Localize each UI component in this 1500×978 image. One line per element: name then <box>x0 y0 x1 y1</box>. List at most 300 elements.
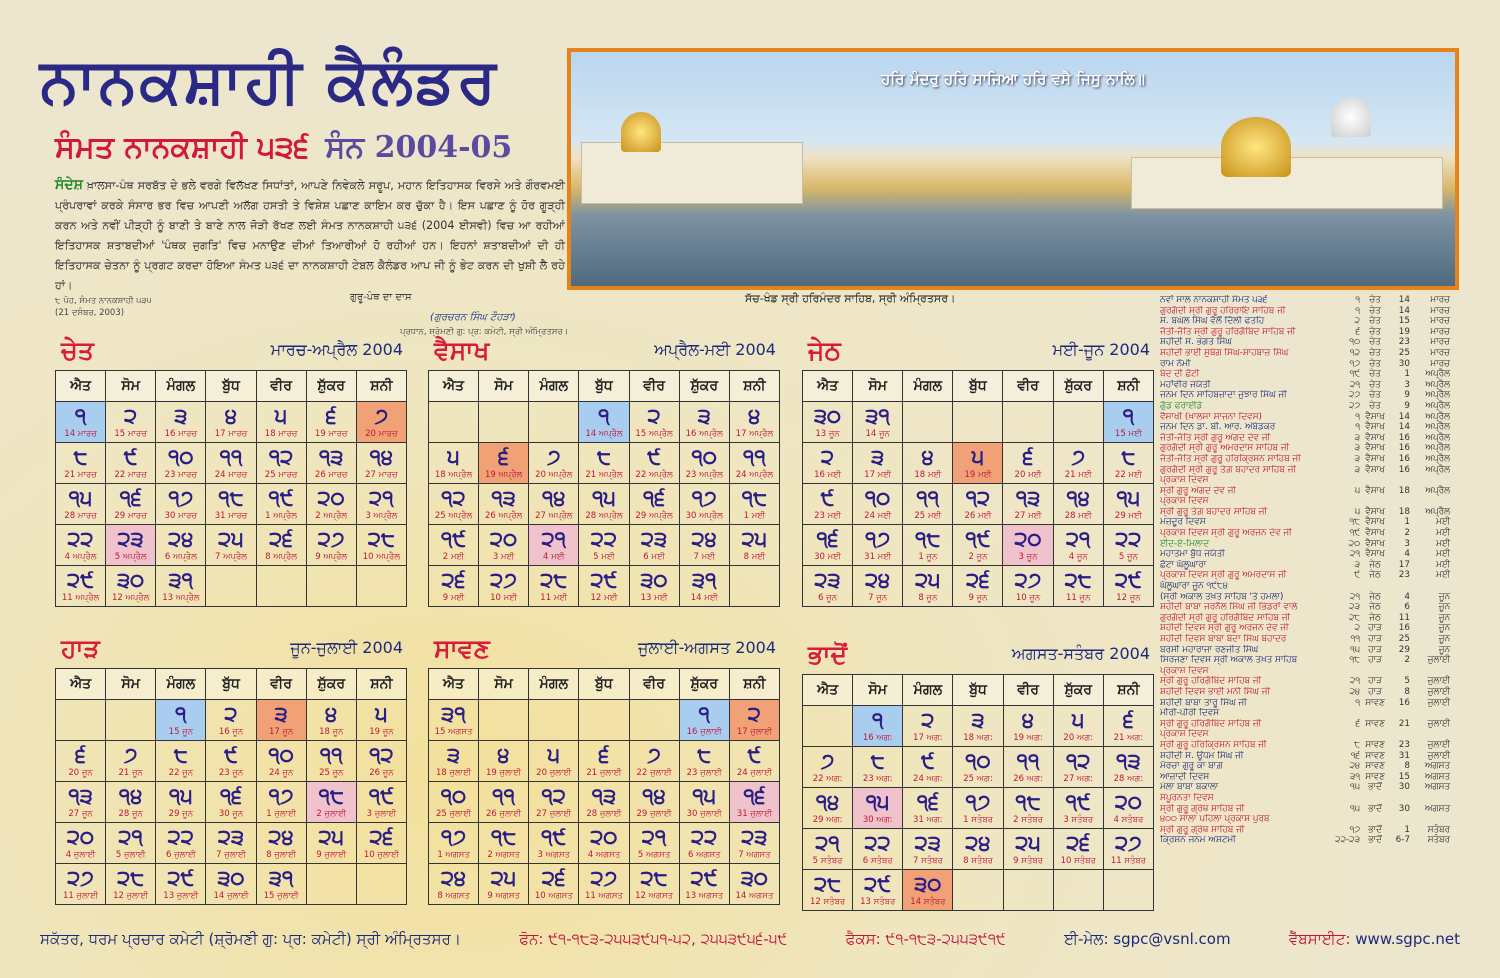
nanakshahi-date: ੨੩ <box>641 527 668 551</box>
festival-greg-month <box>1410 666 1450 677</box>
festival-nk-day: ੧੦ <box>1349 337 1360 348</box>
nanakshahi-date: ੪ <box>748 404 761 428</box>
nanakshahi-date: ੨੫ <box>915 568 941 592</box>
weekday-header: ਸ਼ਨੀ <box>356 371 406 402</box>
day-cell <box>256 484 306 525</box>
day-cell <box>56 484 106 525</box>
day-cell <box>1103 870 1153 911</box>
nanakshahi-date: ੫ <box>375 702 388 726</box>
gregorian-date: 31 ਮਈ <box>864 552 892 562</box>
gregorian-date: 1 ਮਈ <box>743 511 766 521</box>
festival-greg-month: ਮਾਰਚ <box>1430 295 1450 305</box>
day-cell <box>479 782 529 823</box>
nanakshahi-date: ੨੬ <box>541 866 566 890</box>
gregorian-date: 21 ਮਈ <box>1064 470 1092 480</box>
day-cell <box>679 484 729 525</box>
gregorian-date: 18 ਮਈ <box>914 470 942 480</box>
day-cell <box>56 402 106 443</box>
nanakshahi-date: ੪ <box>921 445 934 469</box>
weekday-header: ਮੰਗਲ <box>903 675 953 706</box>
day-cell <box>1003 443 1053 484</box>
festival-nk-month: ਸਾਵਣ <box>1365 739 1385 750</box>
festival-nk-day <box>1318 475 1360 486</box>
nanakshahi-date: ੧੬ <box>643 486 666 510</box>
nanakshahi-date: ੨ <box>124 404 138 428</box>
day-cell <box>356 402 406 443</box>
day-cell <box>579 484 629 525</box>
gregorian-date: 20 ਅਪ੍ਰੈਲ <box>535 470 573 480</box>
festival-name: ੪੦੦ ਸਾਲਾ ਪਹਿਲਾ ਪ੍ਰਕਾਸ਼ ਪੁਰਬ <box>1160 814 1270 825</box>
samvat-label: ਸੰਮਤ ਨਾਨਕਸ਼ਾਹੀ ੫੩੬ <box>55 130 309 165</box>
weekday-header: ਬੁੱਧ <box>206 669 256 700</box>
gregorian-date: 3 ਅਪ੍ਰੈਲ <box>365 511 398 521</box>
nanakshahi-date: ੯ <box>123 445 138 469</box>
gregorian-date: 10 ਅਗਸਤ <box>534 891 573 901</box>
day-cell <box>206 864 256 905</box>
nanakshahi-date: ੯ <box>820 486 835 510</box>
nanakshahi-date: ੩ <box>871 445 885 469</box>
day-cell <box>729 402 779 443</box>
nanakshahi-date: ੨੩ <box>814 568 841 592</box>
weekday-header: ਮੰਗਲ <box>156 669 206 700</box>
nanakshahi-date: ੧੧ <box>1016 749 1040 773</box>
month-name: ਚੇਤ <box>61 336 94 365</box>
day-cell <box>306 823 356 864</box>
gregorian-date: 5 ਜੁਲਾਈ <box>115 850 146 860</box>
nanakshahi-date: ੭ <box>1071 445 1085 469</box>
festival-name: ਨਵਾਂ ਸਾਲ ਨਾਨਕਸ਼ਾਹੀ ਸੰਮਤ ੫੩੬ <box>1160 295 1268 305</box>
day-cell <box>106 402 156 443</box>
nanakshahi-date: ੧੦ <box>440 784 467 808</box>
nanakshahi-date: ੧੫ <box>592 486 616 510</box>
festival-nk-month: ਭਾਦੋਂ <box>1368 835 1382 846</box>
gregorian-date: 20 ਮਾਰਚ <box>365 429 398 439</box>
festival-name: ਜੋਤੀ-ਜੋਤਿ ਸ੍ਰੀ ਗੁਰੂ ਹਰਿਕ੍ਰਿਸ਼ਨ ਸਾਹਿਬ ਜੀ <box>1160 453 1301 464</box>
gregorian-date: 1 ਅਗਸਤ <box>437 850 470 860</box>
festival-nk-day: ੧੫ <box>1350 803 1360 814</box>
festival-nk-month: ਜੇਠ <box>1369 612 1381 623</box>
festival-nk-day: ੨੧ <box>1349 549 1360 560</box>
festival-greg-month: ਅਪ੍ਰੈਲ <box>1425 422 1450 433</box>
nanakshahi-date: ੨੯ <box>690 866 718 890</box>
gregorian-date: 23 ਜੂਨ <box>218 768 244 778</box>
gregorian-date: 13 ਮਈ <box>640 593 668 603</box>
gregorian-date: 4 ਅਪ੍ਰੈਲ <box>64 552 97 562</box>
festival-greg-month: ਸਤੰਬਰ <box>1427 835 1450 846</box>
festival-nk-day: ੫ <box>1354 506 1360 517</box>
gregorian-date: 1 ਸਤੰਬਰ <box>963 815 993 825</box>
day-cell <box>256 443 306 484</box>
gregorian-date: 26 ਮਾਰਚ <box>314 470 348 480</box>
nanakshahi-date: ੧੮ <box>741 486 768 510</box>
festival-row <box>1160 729 1450 740</box>
nanakshahi-date: ੯ <box>224 743 238 767</box>
gregorian-date: 16 ਮਈ <box>814 470 842 480</box>
festival-nk-month: ਸਾਵਣ <box>1365 761 1385 772</box>
gregorian-date: 29 ਅਪ੍ਰੈਲ <box>635 511 673 521</box>
festival-nk-day: ੧ <box>1355 422 1360 433</box>
festival-row <box>1160 623 1450 634</box>
day-cell <box>429 443 479 484</box>
gregorian-date: 5 ਅਗਸਤ <box>637 850 671 860</box>
festival-greg-month: ਜੁਲਾਈ <box>1427 655 1450 666</box>
weekday-header: ਐਤ <box>803 371 853 402</box>
nanakshahi-date: ੨੬ <box>966 568 990 592</box>
gregorian-date: 24 ਅਗ: <box>913 774 943 784</box>
gregorian-date: 29 ਅਗ: <box>812 815 843 825</box>
festival-nk-day: ੧੮ <box>1349 517 1360 528</box>
gregorian-date: 5 ਜੂਨ <box>1118 552 1138 562</box>
festival-nk-month: ਹਾੜ <box>1368 634 1382 644</box>
nanakshahi-date: ੮ <box>173 743 188 767</box>
day-cell <box>256 782 306 823</box>
day-cell <box>579 741 629 782</box>
festival-name: ਮੇਲਾ ਬਾਬਾ ਬਕਾਲਾ <box>1160 782 1219 793</box>
weekday-header: ਸੋਮ <box>106 371 156 402</box>
footer-fax: ਫੈਕਸ: ੯੧-੧੮੩-੨੫੫੩੯੧੯ <box>845 930 1006 948</box>
nanakshahi-date: ੨੪ <box>865 568 891 592</box>
festival-greg-month: ਅਪ੍ਰੈਲ <box>1425 432 1450 443</box>
day-cell <box>429 402 479 443</box>
gregorian-date: 17 ਅਗ: <box>913 733 943 743</box>
day-cell <box>206 525 256 566</box>
festival-nk-day: ੯ <box>1354 570 1360 581</box>
festival-nk-month <box>1360 814 1390 825</box>
festival-greg-day: 6 <box>1404 602 1410 613</box>
festival-row <box>1160 613 1450 624</box>
month-name: ਜੇਠ <box>808 336 841 365</box>
festival-greg-day: 14 <box>1398 422 1410 433</box>
nanakshahi-date: ੨੪ <box>691 527 717 551</box>
festival-name: ਸ੍ਰੀ ਗੁਰੂ ਤੇਗ਼ ਬਹਾਦਰ ਸਾਹਿਬ ਜੀ <box>1160 506 1268 517</box>
nanakshahi-date: ੩੧ <box>865 404 890 428</box>
nanakshahi-date: ੨੪ <box>168 527 194 551</box>
festival-row <box>1160 454 1450 465</box>
gregorian-date: 19 ਜੂਨ <box>369 727 394 737</box>
weekday-header: ਸ਼ੁੱਕਰ <box>679 669 729 700</box>
nanakshahi-date: ੩ <box>971 708 985 732</box>
festival-nk-month: ਜੇਠ <box>1369 559 1381 570</box>
nanakshahi-date: ੨੨ <box>590 527 618 551</box>
gregorian-date: 23 ਮਈ <box>814 511 842 521</box>
festival-greg-day: 31 <box>1398 750 1410 761</box>
festival-greg-month: ਮਾਰਚ <box>1430 305 1450 316</box>
nanakshahi-date: ੧੨ <box>1065 749 1091 773</box>
day-cell <box>679 700 729 741</box>
month-range: ਜੂਨ-ਜੁਲਾਈ 2004 <box>290 638 403 657</box>
gregorian-date: 6 ਮਈ <box>643 552 665 562</box>
nanakshahi-date: ੨ <box>647 404 661 428</box>
nanakshahi-date: ੧੯ <box>268 486 294 510</box>
message-heading: ਸੰਦੇਸ਼ <box>55 177 83 193</box>
nanakshahi-date: ੧੨ <box>268 445 294 469</box>
footer-web[interactable]: www.sgpc.net <box>1355 930 1460 948</box>
nanakshahi-date: ੧੫ <box>168 784 193 808</box>
nanakshahi-date: ੩੧ <box>692 568 717 592</box>
nanakshahi-date: ੩ <box>174 404 188 428</box>
festival-name: ਜੋਤੀ-ਜੋਤਿ ਸ੍ਰੀ ਗੁਰੂ ਹਰਿਗੋਬਿੰਦ ਸਾਹਿਬ ਜੀ <box>1160 326 1296 337</box>
weekday-header: ਸੋਮ <box>479 371 529 402</box>
gregorian-date: 10 ਮਈ <box>490 593 518 603</box>
day-cell <box>306 525 356 566</box>
day-cell <box>629 700 679 741</box>
day-cell <box>903 484 953 525</box>
nanakshahi-date: ੧੩ <box>318 445 344 469</box>
gregorian-date: 11 ਅਗਸਤ <box>585 891 623 901</box>
day-cell <box>106 443 156 484</box>
nanakshahi-date: ੧ <box>74 404 87 428</box>
festival-greg-day: 30 <box>1398 782 1410 793</box>
day-cell <box>853 402 903 443</box>
nanakshahi-date: ੨੨ <box>864 831 891 855</box>
festival-nk-month: ਹਾੜ <box>1368 623 1382 634</box>
festival-row <box>1160 412 1450 423</box>
gregorian-date: 17 ਅਪ੍ਰੈਲ <box>735 429 774 439</box>
day-cell <box>579 700 629 741</box>
festival-row <box>1160 560 1450 571</box>
festival-greg-day: 14 <box>1398 305 1410 316</box>
gregorian-date: 22 ਮਾਰਚ <box>114 470 147 480</box>
gregorian-date: 10 ਜੁਲਾਈ <box>363 850 400 860</box>
nanakshahi-date: ੧੯ <box>440 527 467 551</box>
gregorian-date: 25 ਮਈ <box>914 511 942 521</box>
gregorian-date: 26 ਜੁਲਾਈ <box>486 809 522 819</box>
gregorian-date: 10 ਅਪ੍ਰੈਲ <box>362 552 401 562</box>
day-cell <box>306 864 356 905</box>
festival-row <box>1160 592 1450 603</box>
festival-greg-month: ਸਤੰਬਰ <box>1427 824 1450 835</box>
weekday-header: ਐਤ <box>56 669 106 700</box>
nanakshahi-date: ੨੮ <box>1064 568 1092 592</box>
festival-greg-month: ਮਈ <box>1436 538 1450 549</box>
day-cell <box>729 443 779 484</box>
nanakshahi-date: ੧ <box>698 702 710 726</box>
nanakshahi-date: ੪ <box>224 404 238 428</box>
nanakshahi-date: ੨੨ <box>167 825 194 849</box>
day-cell <box>529 443 579 484</box>
footer-email-group <box>1064 930 1230 948</box>
nanakshahi-date: ੧੪ <box>1066 486 1090 510</box>
day-cell <box>356 484 406 525</box>
festival-greg-day: 25 <box>1398 347 1410 358</box>
festival-name: ਸ੍ਰੀ ਗੁਰੂ ਗ੍ਰੰਥ ਸਾਹਿਬ ਜੀ <box>1160 803 1245 814</box>
festival-nk-day: ੩ <box>1354 432 1360 443</box>
gregorian-date: 30 ਜੁਲਾਈ <box>686 809 722 819</box>
day-cell <box>953 747 1003 788</box>
festival-nk-day: ੨੧ <box>1349 379 1360 390</box>
nanakshahi-date: ੧੩ <box>68 784 93 808</box>
festival-greg-day: 5 <box>1404 676 1410 687</box>
nanakshahi-date: ੨੮ <box>640 866 668 890</box>
gregorian-date: 19 ਅਪ੍ਰੈਲ <box>484 470 523 480</box>
nanakshahi-date: ੨ <box>821 445 835 469</box>
gregorian-date: 26 ਜੂਨ <box>369 768 394 778</box>
day-cell <box>529 823 579 864</box>
nanakshahi-date: ੨੧ <box>815 831 840 855</box>
day-cell <box>953 566 1003 607</box>
gregorian-date: 8 ਜੁਲਾਈ <box>266 850 296 860</box>
festival-nk-month: ਭਾਦੋਂ <box>1368 782 1382 793</box>
festival-greg-month: ਅਪ੍ਰੈਲ <box>1425 411 1450 422</box>
nanakshahi-date: ੨੧ <box>118 825 143 849</box>
gregorian-date: 15 ਅਪ੍ਰੈਲ <box>635 429 673 439</box>
festival-greg-day: 30 <box>1398 358 1410 369</box>
weekday-header: ਸੋਮ <box>853 371 903 402</box>
gregorian-date: 14 ਜੁਲਾਈ <box>213 891 249 901</box>
festival-row <box>1160 528 1450 539</box>
gregorian-date: 30 ਅਪ੍ਰੈਲ <box>685 511 723 521</box>
gregorian-date: 3 ਅਗਸਤ <box>537 850 570 860</box>
festival-name: ਸ਼ਹੀਦੀ ਸ. ਊਧਮ ਸਿੰਘ ਜੀ <box>1160 750 1244 761</box>
festival-greg-month: ਜੁਲਾਈ <box>1427 750 1450 761</box>
festival-greg-day: 9 <box>1404 390 1410 401</box>
month-grid <box>428 370 780 607</box>
day-cell <box>629 443 679 484</box>
gregorian-date: 5 ਸਤੰਬਰ <box>812 856 843 866</box>
festival-nk-month: ਚੇਤ <box>1369 337 1381 348</box>
nanakshahi-date: ੩੦ <box>914 872 942 896</box>
day-cell <box>306 700 356 741</box>
nanakshahi-date: ੨੭ <box>590 866 618 890</box>
festival-name: ਪ੍ਰਕਾਸ਼ ਦਿਵਸ <box>1160 475 1209 486</box>
festival-greg-day: 16 <box>1398 464 1410 475</box>
gregorian-date: 12 ਅਪ੍ਰੈਲ <box>112 593 150 603</box>
nanakshahi-date: ੧੮ <box>218 486 244 510</box>
nanakshahi-date: ੧ <box>175 702 187 726</box>
day-cell <box>529 402 579 443</box>
festival-name: ਸ਼ਹੀਦੀ ਬਾਬਾ ਜਰਨੈਲ ਸਿੰਘ ਜੀ ਭਿੰਡਰਾਂ ਵਾਲੇ <box>1160 602 1298 613</box>
day-cell <box>1003 484 1053 525</box>
festival-nk-month: ਹਾੜ <box>1368 655 1382 666</box>
gregorian-date: 28 ਮਾਰਚ <box>64 511 97 521</box>
festival-row <box>1160 507 1450 518</box>
nanakshahi-date: ੩੦ <box>740 866 768 890</box>
nanakshahi-date: ੧੨ <box>369 743 394 767</box>
festival-row <box>1160 835 1450 846</box>
month-grid <box>802 674 1154 911</box>
festival-row <box>1160 295 1450 306</box>
day-cell <box>479 402 529 443</box>
festival-greg-day <box>1390 581 1410 592</box>
festival-greg-day <box>1390 708 1410 719</box>
day-cell <box>803 870 853 911</box>
nanakshahi-date: ੨੫ <box>1015 831 1041 855</box>
day-cell <box>953 829 1003 870</box>
nanakshahi-date: ੨੯ <box>1115 568 1142 592</box>
festival-name: ਸ੍ਰੀ ਗੁਰੂ ਗ੍ਰੰਥ ਸਾਹਿਬ ਜੀ <box>1160 824 1245 835</box>
nanakshahi-date: ੧੧ <box>319 743 343 767</box>
gregorian-date: 15 ਜੁਲਾਈ <box>263 891 299 901</box>
nanakshahi-date: ੯ <box>647 445 661 469</box>
nanakshahi-date: ੨੭ <box>1014 568 1042 592</box>
message-date <box>55 295 152 319</box>
gregorian-date: 8 ਮਈ <box>743 552 766 562</box>
month-grid <box>55 668 407 905</box>
nanakshahi-date: ੧੧ <box>916 486 940 510</box>
nanakshahi-date: ੨੯ <box>67 568 94 592</box>
day-cell <box>803 402 853 443</box>
day-cell <box>529 566 579 607</box>
month-name: ਸਾਵਣ <box>434 634 490 663</box>
gregorian-date: 2 ਮਈ <box>442 552 465 562</box>
month-name: ਹਾੜ <box>61 634 100 663</box>
festival-name: ਪ੍ਰਕਾਸ਼ ਦਿਵਸ <box>1160 729 1209 740</box>
day-cell <box>579 864 629 905</box>
festival-greg-month: ਜੂਨ <box>1438 612 1450 623</box>
nanakshahi-date: ੧੯ <box>368 784 395 808</box>
festival-nk-day: ੩੧ <box>1349 771 1360 782</box>
gregorian-date: 18 ਜੁਲਾਈ <box>435 768 472 778</box>
weekday-header: ਮੰਗਲ <box>903 371 953 402</box>
gregorian-date: 28 ਅਪ੍ਰੈਲ <box>585 511 623 521</box>
day-cell <box>429 782 479 823</box>
gregorian-date: 13 ਜੁਲਾਈ <box>163 891 199 901</box>
nanakshahi-date: ੬ <box>498 445 509 469</box>
footer-email[interactable]: sgpc@vsnl.com <box>1113 930 1231 948</box>
nanakshahi-date: ੩ <box>274 702 288 726</box>
festival-nk-month: ਵੈਸਾਖ <box>1365 549 1385 560</box>
month-name: ਵੈਸਾਖ <box>434 336 490 365</box>
festival-name: ਸ. ਬਘੇਲ ਸਿੰਘ ਵੱਲੋਂ ਦਿੱਲੀ ਫਤਹਿ <box>1160 316 1265 327</box>
gregorian-date: 1 ਜੂਨ <box>918 552 938 562</box>
day-cell <box>903 443 953 484</box>
footer-web-group <box>1289 930 1460 948</box>
nanakshahi-date: ੧੮ <box>915 527 941 551</box>
festival-nk-month: ਜੇਠ <box>1369 602 1381 613</box>
nanakshahi-date: ੫ <box>547 743 560 767</box>
festival-greg-month: ਅਪ੍ਰੈਲ <box>1425 443 1450 454</box>
gregorian-date: 20 ਜੂਨ <box>68 768 93 778</box>
festival-greg-day: 25 <box>1398 634 1410 644</box>
month-range: ਅਗਸਤ-ਸਤੰਬਰ 2004 <box>1011 644 1150 663</box>
day-cell <box>853 829 903 870</box>
festival-greg-day: 16 <box>1398 623 1410 634</box>
festival-greg-month: ਅਗਸਤ <box>1424 771 1450 782</box>
day-cell <box>256 402 306 443</box>
gregorian-date: 16 ਮਾਰਚ <box>164 429 198 439</box>
festival-greg-day: 23 <box>1398 570 1410 581</box>
day-cell <box>206 443 256 484</box>
day-cell <box>853 870 903 911</box>
festival-nk-month: ਵੈਸਾਖ <box>1365 411 1385 422</box>
gregorian-date: 19 ਅਗ: <box>1013 733 1043 743</box>
day-cell <box>106 484 156 525</box>
festival-name: ਗੁਰਗੱਦੀ ਸ੍ਰੀ ਗੁਰੂ ਹਰਿਰਾਇ ਸਾਹਿਬ ਜੀ <box>1160 305 1286 316</box>
festival-greg-day <box>1390 729 1410 740</box>
festival-greg-month: ਅਪ੍ਰੈਲ <box>1425 379 1450 390</box>
festival-nk-day <box>1318 793 1360 804</box>
gregorian-date: 25 ਅਪ੍ਰੈਲ <box>434 511 473 521</box>
nanakshahi-date: ੨ <box>921 708 935 732</box>
nanakshahi-date: ੩ <box>447 743 461 767</box>
gregorian-date: 3 ਜੂਨ <box>1018 552 1038 562</box>
day-cell <box>356 700 406 741</box>
day-cell <box>953 706 1003 747</box>
nanakshahi-date: ੪ <box>497 743 510 767</box>
weekday-header: ਵੀਰ <box>629 371 679 402</box>
nanakshahi-date: ੩੦ <box>640 568 668 592</box>
day-cell <box>206 741 256 782</box>
day-cell <box>903 706 953 747</box>
festival-row <box>1160 401 1450 412</box>
festival-row <box>1160 740 1450 751</box>
nanakshahi-date: ੨੯ <box>864 872 892 896</box>
gregorian-date: 15 ਜੂਨ <box>168 727 194 737</box>
festival-name: ਪ੍ਰਕਾਸ਼ ਦਿਵਸ ਸ੍ਰੀ ਗੁਰੂ ਅਮਰਦਾਸ ਜੀ <box>1160 570 1287 581</box>
festival-row <box>1160 814 1450 825</box>
nanakshahi-date: ੬ <box>75 743 86 767</box>
nanakshahi-date: ੭ <box>547 445 561 469</box>
